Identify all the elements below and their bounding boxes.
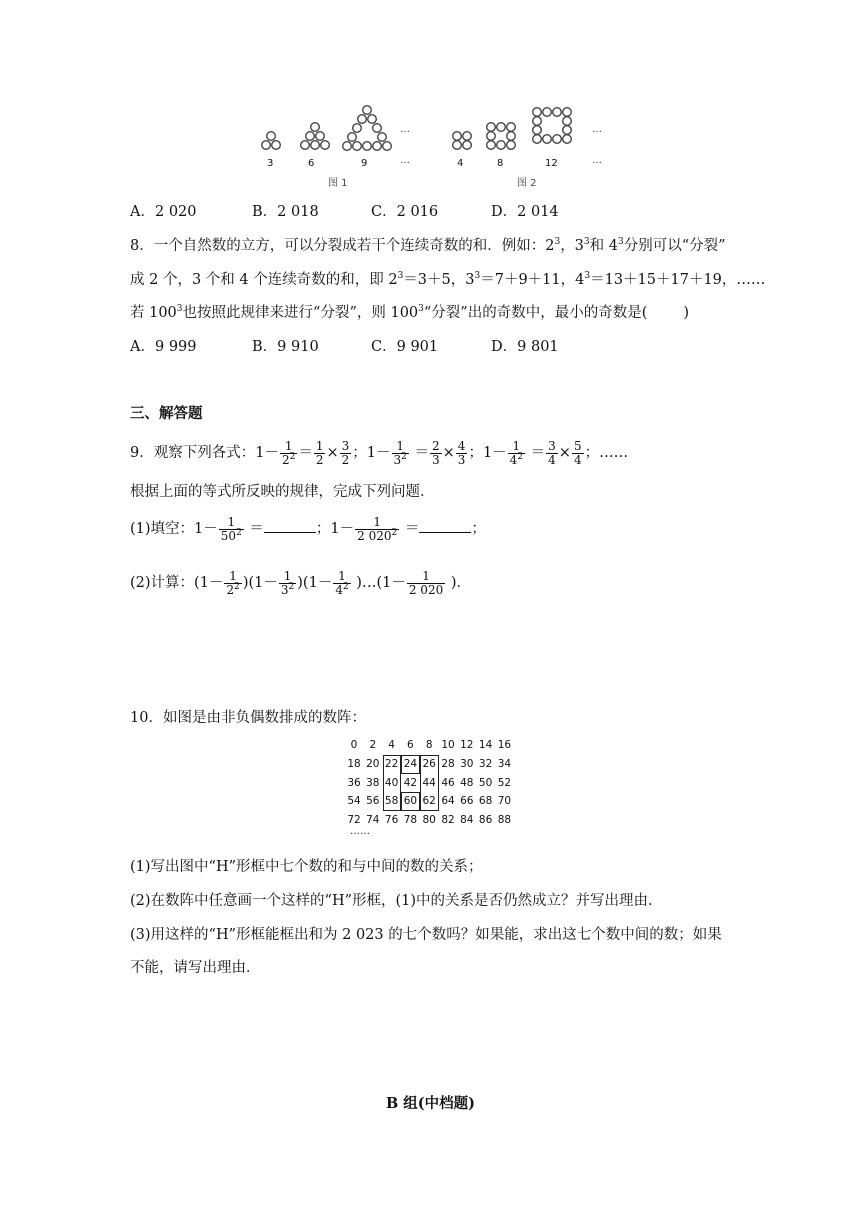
fig2-caption: 图 2 [517, 178, 537, 189]
grid-cell: 80 [422, 814, 436, 827]
grid-cell: 0 [350, 739, 358, 751]
q8-option-c: C．9 901 [371, 339, 439, 355]
h-frame-middle [401, 755, 420, 774]
grid-cell: 18 [347, 757, 361, 770]
q8-option-a: A．9 999 [130, 339, 197, 355]
grid-cell: 8 [425, 739, 433, 751]
grid-cell: 58 [384, 795, 399, 808]
grid-cell: 10 [441, 739, 455, 751]
grid-cell: 16 [497, 739, 512, 751]
grid-cell: 70 [497, 795, 512, 808]
answer-blank-1[interactable] [264, 518, 316, 533]
q9-part-2: (2)计算：(1－ $\frac{1}{2^2}$ )(1－ $\frac{1}{3^2}$ )(1－ $\frac{1}{4^2}$ )…(1－ $\frac{1}{2 020}$ )． [130, 568, 471, 597]
grid-cell: 68 [478, 795, 493, 808]
grid-cell: 72 [347, 814, 361, 827]
grid-cell: 34 [497, 757, 512, 770]
grid-cell: 6 [407, 739, 414, 751]
grid-cell: 24 [403, 757, 418, 770]
q10-part-3-line-1: (3)用这样的“H”形框能框出和为 2 023 的七个数吗？如果能，求出这七个数中间的数；如果 [130, 927, 722, 943]
grid-cell: 22 [384, 757, 399, 770]
grid-cell: 52 [497, 776, 512, 789]
grid-cell: 82 [441, 814, 455, 827]
q7-option-c: C．2 016 [371, 204, 439, 220]
h-frame-side [420, 755, 439, 811]
grid-ellipsis: …… [350, 826, 370, 837]
q7-option-a: A．2 020 [130, 204, 197, 220]
q7-option-d: D．2 014 [491, 204, 559, 220]
grid-cell: 26 [422, 757, 436, 770]
even-number-grid [345, 736, 520, 836]
grid-cell: 20 [366, 757, 380, 770]
fig1-label-3: 3 [267, 158, 274, 169]
section-3-title: 三、解答题 [130, 405, 203, 422]
q10-part-1: (1)写出图中“H”形框中七个数的和与中间的数的关系； [130, 859, 483, 875]
q8-option-d: D．9 801 [491, 339, 559, 355]
fig1-ellipsis-top: … [400, 124, 410, 135]
fig1-label-9: 9 [361, 158, 368, 169]
grid-cell: 38 [366, 776, 380, 789]
q8-line-2: 成 2 个，3 个和 4 个连续奇数的和，即 $2^3=3+5$，$3^3=7+9+11$，$4^3=13+15+17+19$，…… [130, 271, 766, 288]
grid-cell: 78 [403, 814, 418, 827]
fig2-label-8: 8 [497, 158, 504, 169]
grid-cell: 32 [478, 757, 493, 770]
grid-cell: 14 [478, 739, 493, 751]
fig2-label-12: 12 [545, 158, 558, 169]
q9-line-1: 9．观察下列各式：1－ $\frac{1}{2^2}$ ＝ $\frac{1}{2}$ × $\frac{3}{2}$ ；1－ $\frac{1}{3^2}$ ＝ $\frac{2}{3}$ × $\frac{4}{3}$ ；1－ $\frac{1}{4^2}$ ＝ $\frac{3}{4}$ × $\frac{5}{4}$ ；…… [130, 438, 629, 467]
answer-blank-2[interactable] [419, 518, 471, 533]
grid-cell: 42 [403, 776, 418, 789]
grid-cell: 40 [384, 776, 399, 789]
grid-cell: 84 [460, 814, 474, 827]
grid-cell: 48 [460, 776, 474, 789]
grid-cell: 54 [347, 795, 361, 808]
grid-cell: 88 [497, 814, 512, 827]
grid-cell: 28 [441, 757, 455, 770]
q10-intro: 10．如图是由非负偶数排成的数阵： [130, 710, 366, 726]
fig2-ellipsis-bottom: … [592, 155, 602, 166]
grid-cell: 60 [403, 795, 418, 808]
h-frame-side [383, 755, 402, 811]
grid-cell: 56 [366, 795, 380, 808]
q8-line-1: 8．一个自然数的立方，可以分裂成若干个连续奇数的和．例如：$2^3$，$3^3$和 $4^3$分别可以“分裂” [130, 237, 726, 254]
q8-line-3: 若 $100^3$也按照此规律来进行“分裂”，则 $100^3“$分裂”出的奇数中，最小的奇数是( ) [130, 304, 690, 321]
grid-cell: 30 [460, 757, 474, 770]
grid-cell: 50 [478, 776, 493, 789]
fig1-label-6: 6 [308, 158, 315, 169]
h-frame-middle [401, 792, 420, 811]
q9-part-1: (1)填空：1－ $\frac{1}{50^2}$ ＝ ；1－ $\frac{1}{2 020^2}$ ＝ ； [130, 514, 486, 543]
dot-pattern-figure [255, 100, 615, 190]
grid-cell: 76 [384, 814, 399, 827]
q8-option-b: B．9 910 [252, 339, 319, 355]
grid-cell: 62 [422, 795, 436, 808]
q10-part-3-line-2: 不能，请写出理由． [130, 960, 261, 976]
fig2-ellipsis-top: … [592, 124, 602, 135]
grid-cell: 74 [366, 814, 380, 827]
q9-rule: 根据上面的等式所反映的规律，完成下列问题． [130, 484, 435, 500]
grid-cell: 2 [369, 739, 377, 751]
q7-option-b: B．2 018 [252, 204, 319, 220]
grid-cell: 46 [441, 776, 455, 789]
grid-cell: 12 [460, 739, 474, 751]
fig2-label-4: 4 [457, 158, 464, 169]
grid-cell: 4 [388, 739, 395, 751]
grid-cell: 44 [422, 776, 436, 789]
group-b-title: B 组(中档题) [386, 1095, 476, 1112]
fig1-caption: 图 1 [328, 178, 348, 189]
grid-cell: 36 [347, 776, 361, 789]
grid-cell: 66 [460, 795, 474, 808]
grid-cell: 64 [441, 795, 455, 808]
q10-part-2: (2)在数阵中任意画一个这样的“H”形框，(1)中的关系是否仍然成立？并写出理由． [130, 893, 663, 909]
fig1-ellipsis-bottom: … [400, 155, 410, 166]
grid-cell: 86 [478, 814, 493, 827]
